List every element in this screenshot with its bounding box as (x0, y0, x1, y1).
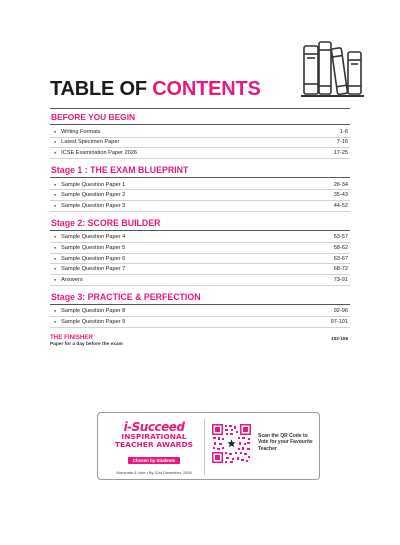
section-list-stage-1 (50, 180, 350, 212)
section-list-stage-2 (50, 233, 350, 286)
item-pages: 73-91 (333, 276, 348, 283)
item-pages: 44-52 (333, 202, 348, 209)
item-label: ● Sample Question Paper 3 (54, 203, 125, 209)
item-label: ● Writing Formats (54, 129, 101, 135)
item-label: ● ICSE Examination Paper 2026 (54, 150, 137, 156)
list-item[interactable] (50, 233, 350, 244)
scan-qr-text: Scan the QR Code to Vote for your Favourite Teacher (258, 433, 313, 452)
section-heading-stage-3: Stage 3: PRACTICE & PERFECTION (50, 290, 350, 305)
list-item[interactable] (50, 254, 350, 265)
list-item[interactable] (50, 180, 350, 191)
item-pages: 7-16 (336, 139, 348, 146)
list-item[interactable] (50, 264, 350, 275)
qr-code-icon[interactable] (211, 423, 252, 464)
award-line1: INSPIRATIONAL (121, 432, 187, 441)
page-title (50, 78, 261, 101)
item-label: ● Sample Question Paper 1 (54, 182, 125, 188)
list-item[interactable] (50, 317, 350, 328)
list-item[interactable] (50, 138, 350, 149)
item-pages: 17-25 (333, 149, 348, 156)
section-list-before-you-begin (50, 127, 350, 159)
item-label: ● Latest Specimen Paper (54, 139, 119, 145)
item-label: ● Sample Question Paper 8 (54, 308, 125, 314)
item-pages: 68-72 (333, 266, 348, 273)
title-part1: TABLE OF (50, 78, 147, 100)
finisher-row[interactable] (50, 332, 350, 341)
list-item[interactable] (50, 201, 350, 212)
item-pages: 63-67 (333, 255, 348, 262)
list-item[interactable] (50, 275, 350, 286)
item-pages: 58-62 (333, 244, 348, 251)
item-pages: 26-34 (333, 181, 348, 188)
list-item[interactable] (50, 307, 350, 318)
item-label: ● Sample Question Paper 5 (54, 245, 125, 251)
item-pages: 97-101 (330, 318, 348, 325)
item-label: ● Sample Question Paper 7 (54, 266, 125, 272)
award-brand: i-Succeed (123, 420, 185, 434)
list-item[interactable] (50, 190, 350, 201)
nominate-text: Nominate & Vote • By 31st December, 2026 (116, 470, 192, 476)
list-item[interactable] (50, 148, 350, 159)
section-heading-before-you-begin: BEFORE YOU BEGIN (50, 108, 350, 125)
item-pages: 53-57 (333, 234, 348, 241)
award-logo (110, 421, 198, 475)
section-list-stage-3 (50, 307, 350, 328)
award-banner (97, 412, 320, 480)
books-icon (300, 38, 366, 100)
item-pages: 92-96 (333, 308, 348, 315)
item-label: ● Answers (54, 277, 83, 283)
finisher-pages: 102-106 (331, 335, 348, 341)
item-pages: 1-6 (339, 128, 348, 135)
divider (204, 419, 205, 475)
list-item[interactable] (50, 243, 350, 254)
item-pages: 35-43 (333, 192, 348, 199)
chosen-badge: Chosen by Students (128, 457, 180, 464)
list-item[interactable] (50, 127, 350, 138)
item-label: ● Sample Question Paper 6 (54, 256, 125, 262)
finisher-subtitle: Paper for a day before the exam (50, 341, 123, 347)
table-of-contents (50, 108, 350, 347)
title-part2: CONTENTS (152, 78, 261, 100)
finisher-heading: THE FINISHER (50, 333, 93, 341)
section-heading-stage-1: Stage 1 : THE EXAM BLUEPRINT (50, 163, 350, 178)
section-heading-stage-2: Stage 2: SCORE BUILDER (50, 216, 350, 231)
item-label: ● Sample Question Paper 2 (54, 192, 125, 198)
item-label: ● Sample Question Paper 9 (54, 319, 125, 325)
award-line2: TEACHER AWARDS (114, 440, 194, 450)
item-label: ● Sample Question Paper 4 (54, 234, 125, 240)
